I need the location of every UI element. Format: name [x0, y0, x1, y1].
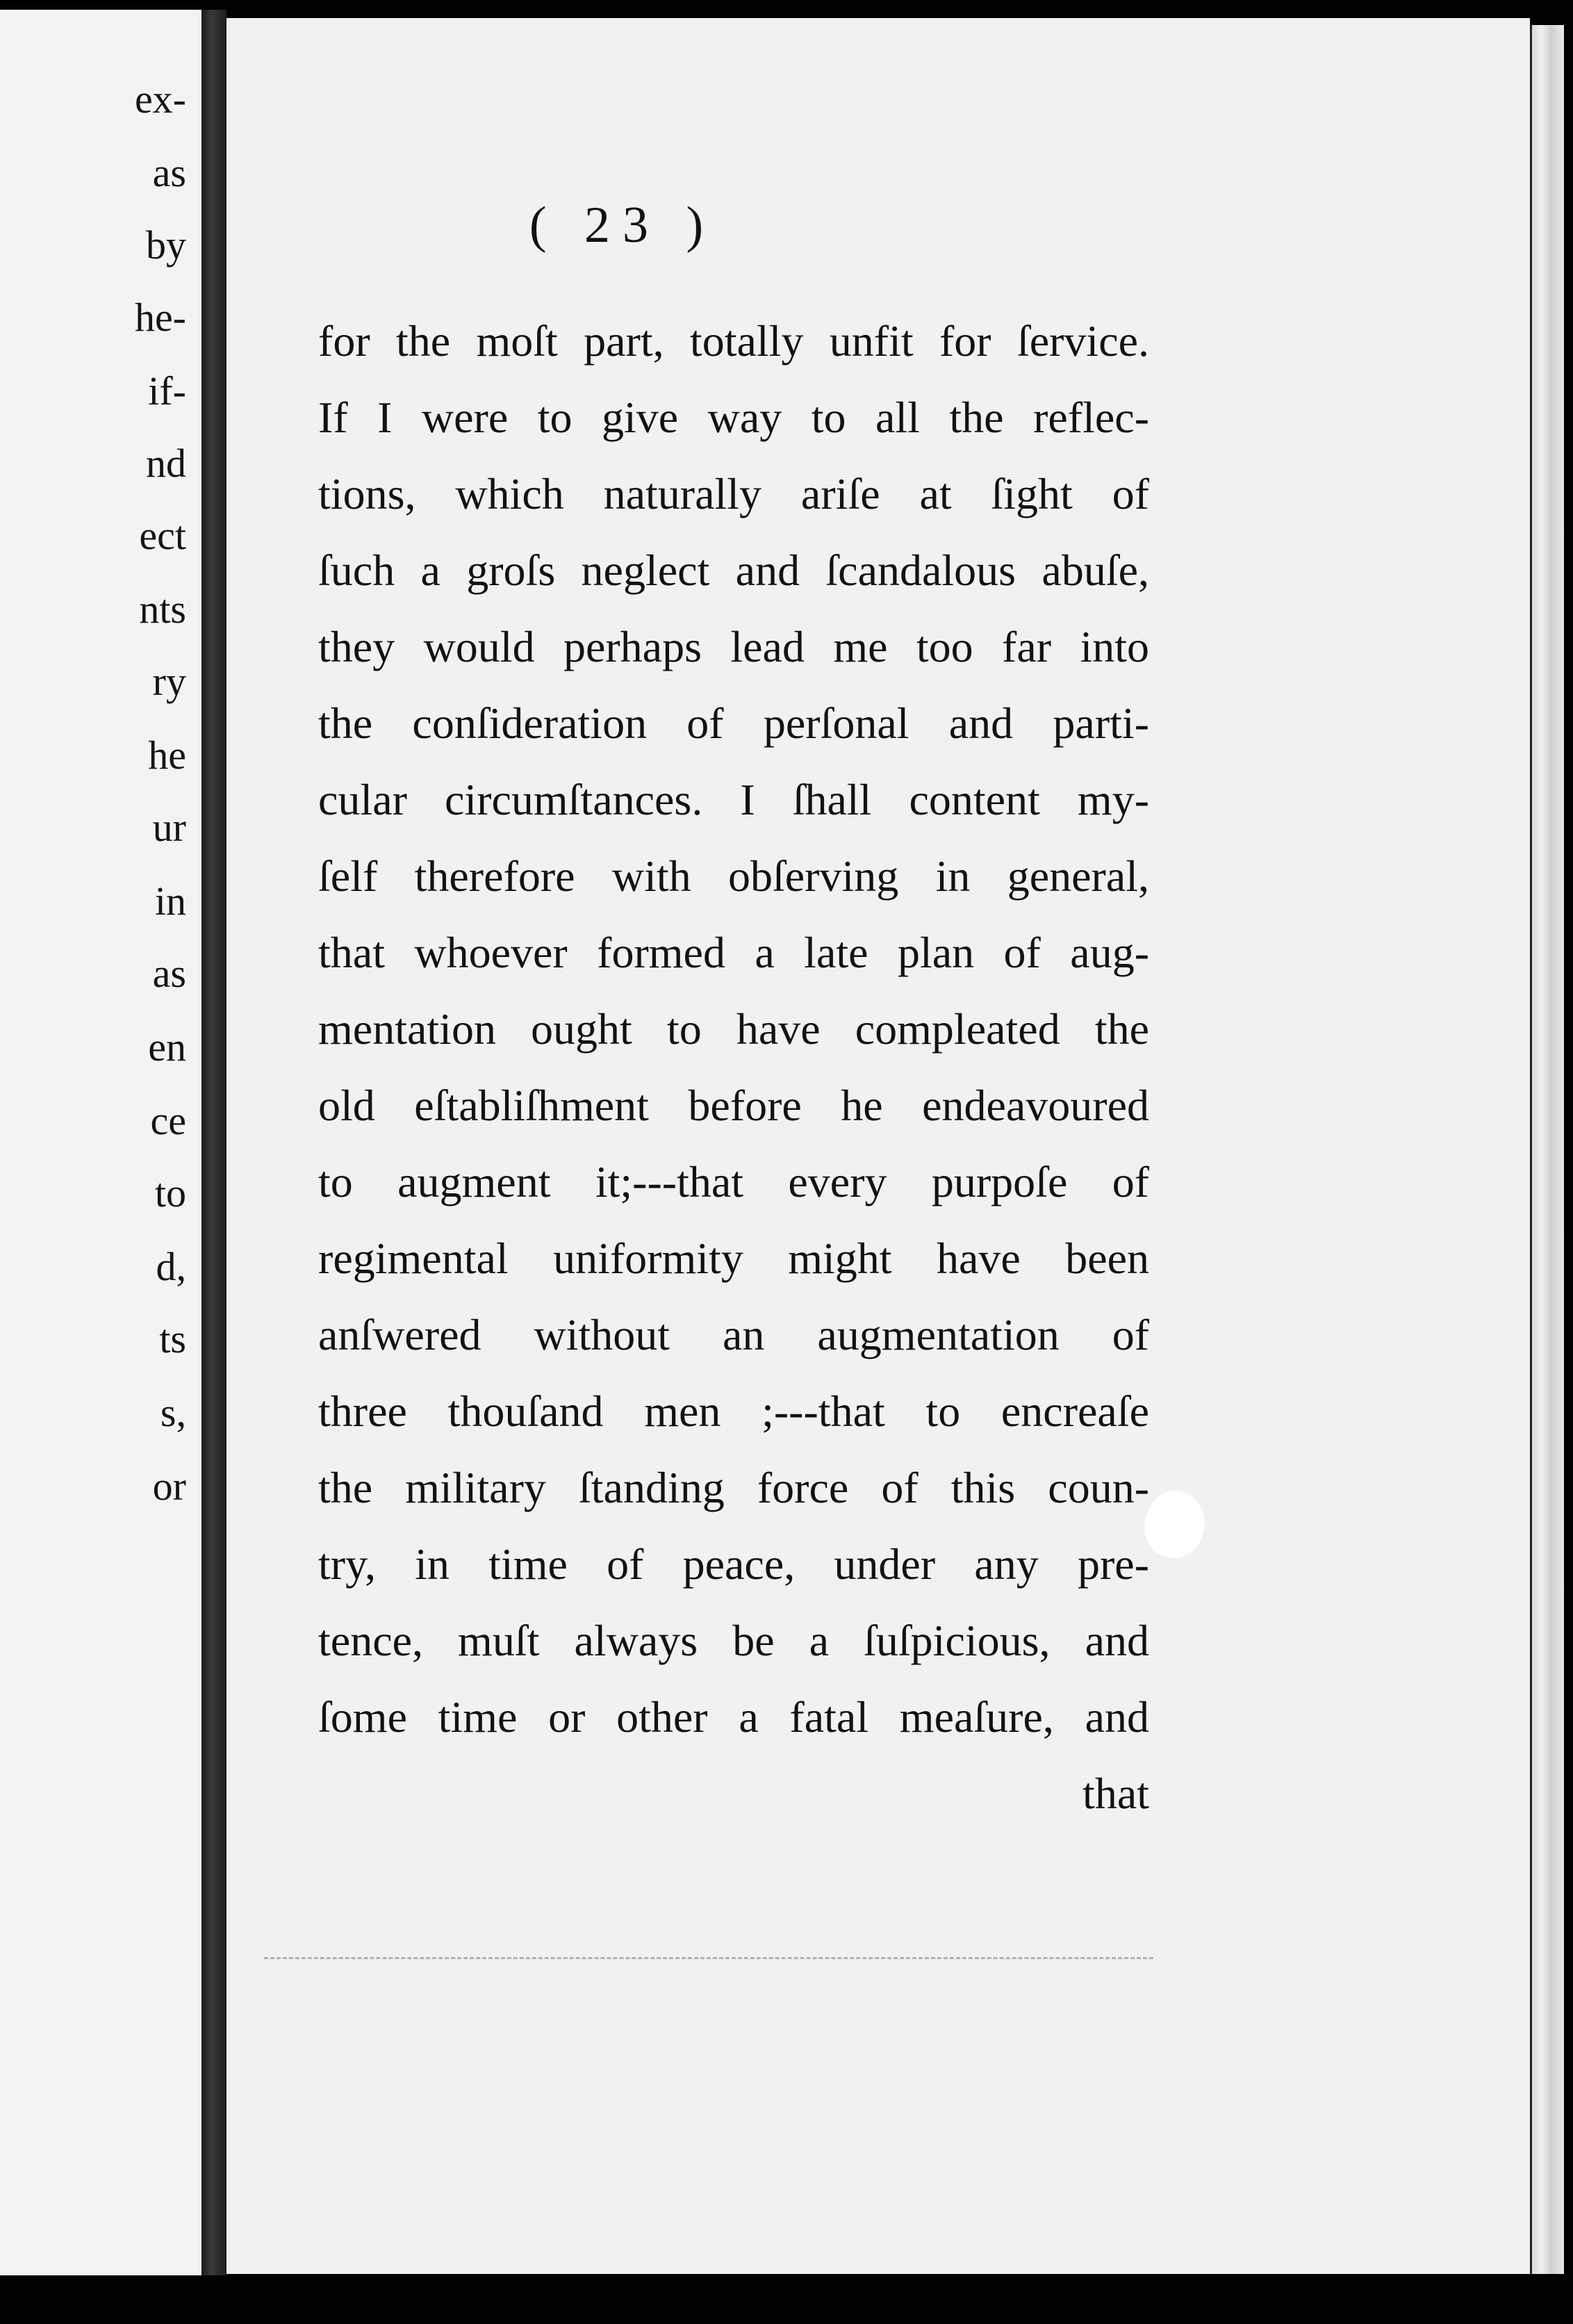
- text-line: regimental uniformity might have been: [318, 1234, 1149, 1283]
- text-line: cular circumſtances. I ſhall content my-: [318, 775, 1149, 824]
- left-page-fragment: in: [154, 878, 186, 924]
- page-edge: [1530, 25, 1564, 2274]
- text-line: If I were to give way to all the reflec-: [318, 393, 1149, 442]
- page-number: ( 23 ): [529, 197, 716, 254]
- text-line: for the moſt part, totally unfit for ſervice.: [318, 316, 1149, 366]
- left-page-fragment: nts: [139, 587, 186, 632]
- text-line: try, in time of peace, under any pre-: [318, 1539, 1149, 1589]
- left-page-fragment: or: [152, 1464, 186, 1509]
- left-page-fragment: ts: [159, 1316, 186, 1361]
- text-line: ſome time or other a fatal meaſure, and: [318, 1692, 1149, 1742]
- text-line: tions, which naturally ariſe at ſight of: [318, 469, 1149, 518]
- left-page-fragment: d,: [156, 1244, 186, 1289]
- left-page-fragment: he-: [134, 295, 186, 340]
- left-page-fragment: ry: [152, 659, 186, 704]
- body-text: [318, 303, 1149, 1832]
- left-page-fragment: he: [148, 733, 186, 778]
- left-page-fragment: as: [152, 150, 186, 195]
- previous-page-strip: [0, 10, 206, 2275]
- text-line: tence, muſt always be a ſuſpicious, and: [318, 1616, 1149, 1665]
- text-line: anſwered without an augmentation of: [318, 1310, 1149, 1359]
- text-line: ſuch a groſs neglect and ſcandalous abuſe,: [318, 546, 1149, 595]
- left-page-fragment: ur: [152, 805, 186, 850]
- left-page-fragment: nd: [146, 441, 186, 486]
- catchword: that: [1082, 1769, 1149, 1818]
- text-line: they would perhaps lead me too far into: [318, 622, 1149, 671]
- left-page-fragment: as: [152, 951, 186, 996]
- text-line: the conſideration of perſonal and parti-: [318, 698, 1149, 748]
- text-line: three thouſand men ;---that to encreaſe: [318, 1386, 1149, 1436]
- left-page-fragment: if-: [148, 368, 186, 414]
- text-line: old eſtabliſhment before he endeavoured: [318, 1081, 1149, 1130]
- left-page-fragment: to: [154, 1170, 186, 1216]
- book-gutter: [201, 10, 227, 2275]
- left-page-fragment: ex-: [134, 76, 186, 122]
- left-page-fragment: en: [148, 1024, 186, 1070]
- text-line: to augment it;---that every purpoſe of: [318, 1157, 1149, 1206]
- text-line: ſelf therefore with obſerving in general,: [318, 851, 1149, 901]
- text-line: that whoever formed a late plan of aug-: [318, 928, 1149, 977]
- faint-rule-marks: [264, 1957, 1153, 1969]
- text-line: the military ſtanding force of this coun-: [318, 1463, 1149, 1512]
- text-line: mentation ought to have compleated the: [318, 1004, 1149, 1054]
- left-page-fragment: by: [146, 222, 186, 268]
- left-page-fragment: s,: [160, 1390, 186, 1435]
- left-page-fragment: ce: [150, 1098, 186, 1143]
- left-page-fragment: ect: [139, 513, 186, 558]
